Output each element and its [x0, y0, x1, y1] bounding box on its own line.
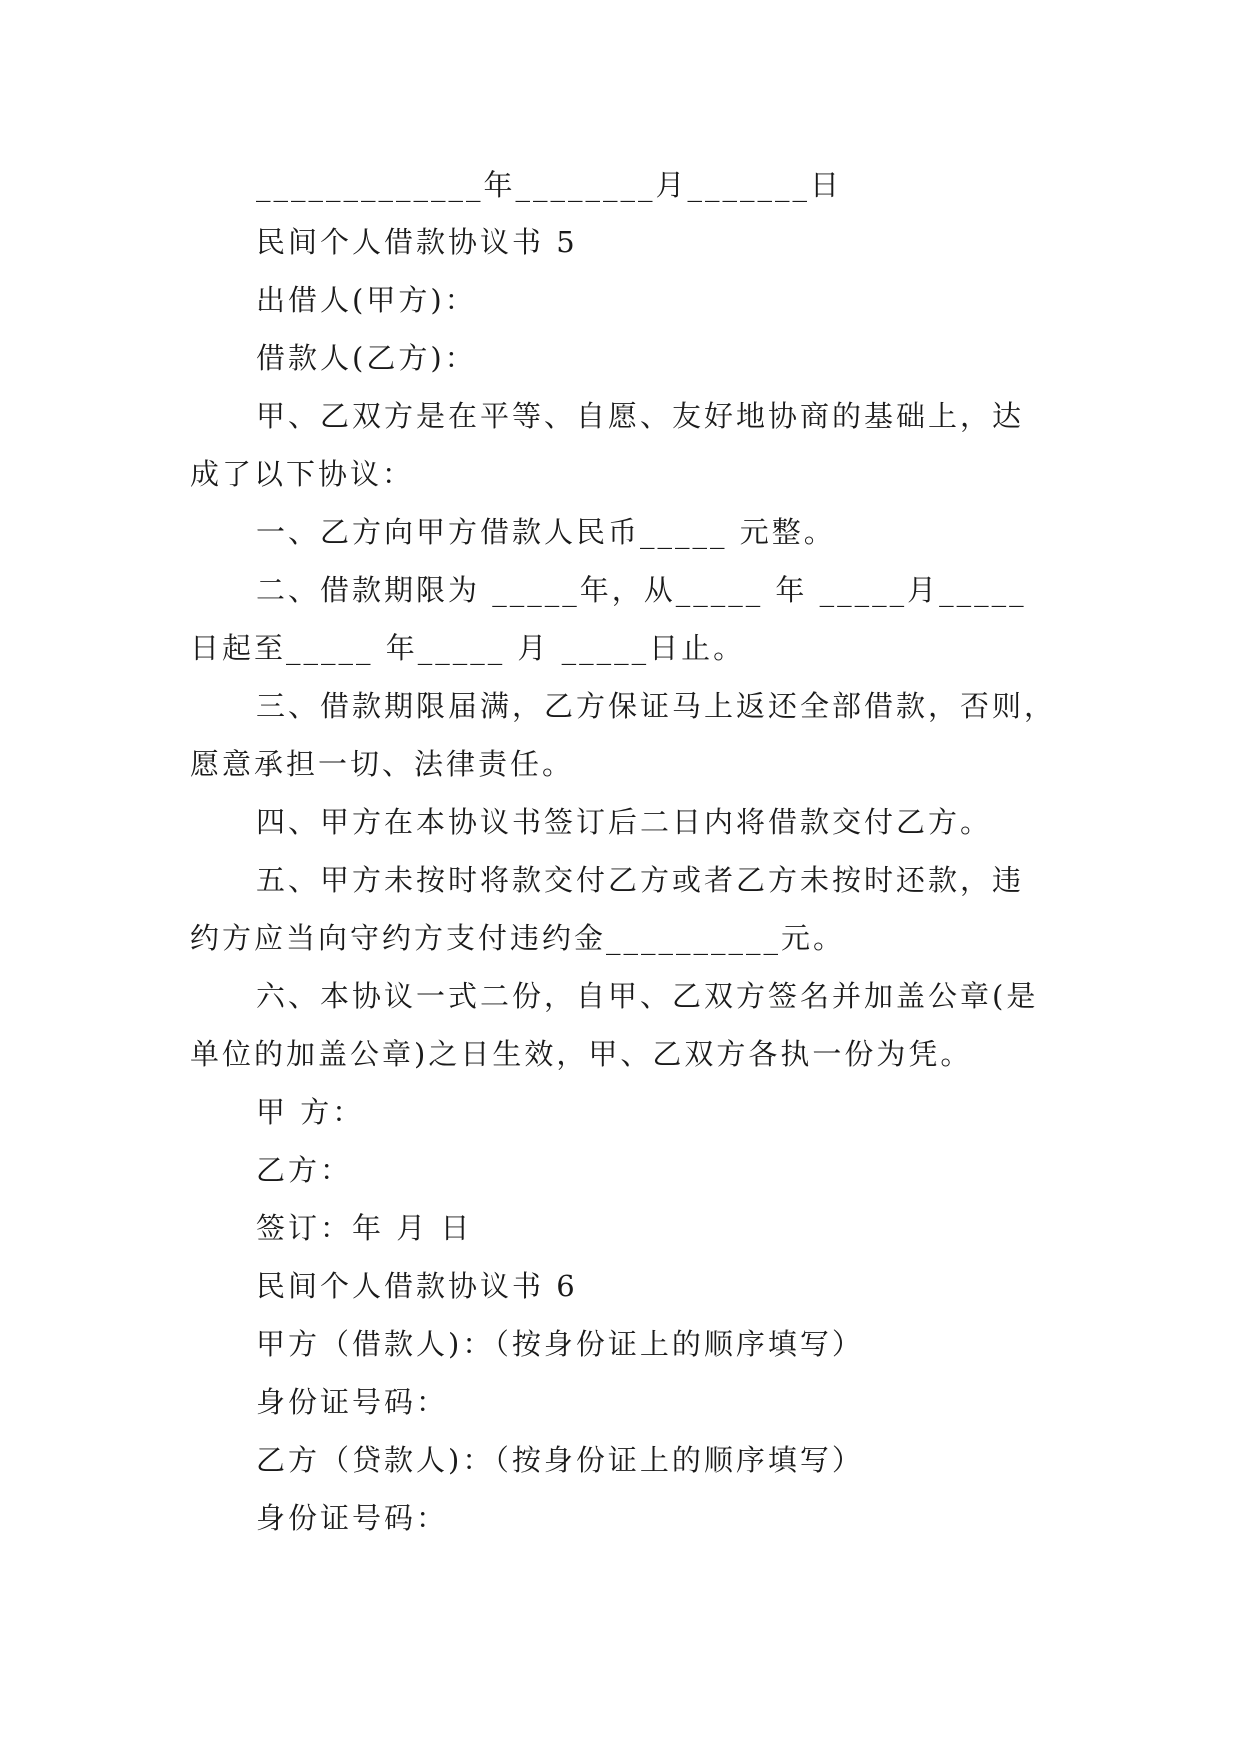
clause-3-line-2: 愿意承担一切、法律责任。	[190, 747, 575, 781]
party-a-id-number: 身份证号码：	[256, 1385, 449, 1419]
party-b-id-number: 身份证号码：	[256, 1501, 449, 1535]
clause-6-line-1: 六、本协议一式二份，自甲、乙双方签名并加盖公章(是	[256, 979, 1039, 1013]
party-a-borrower: 甲方（借款人)：（按身份证上的顺序填写）	[256, 1327, 864, 1361]
borrower-party-b: 借款人(乙方)：	[256, 341, 477, 375]
clause-2-line-2: 日起至_____ 年_____ 月 _____日止。	[190, 631, 746, 665]
signature-party-b: 乙方：	[256, 1153, 353, 1187]
signature-party-a: 甲 方：	[256, 1095, 365, 1129]
clause-5-line-1: 五、甲方未按时将款交付乙方或者乙方未按时还款，违	[256, 863, 1025, 897]
date-line: _____________年________月_______日	[256, 168, 843, 202]
clause-1: 一、乙方向甲方借款人民币_____ 元整。	[256, 515, 836, 549]
clause-4: 四、甲方在本协议书签订后二日内将借款交付乙方。	[256, 805, 993, 839]
clause-3-line-1: 三、借款期限届满，乙方保证马上返还全部借款，否则，	[256, 689, 1057, 723]
agreement-title-6: 民间个人借款协议书 6	[256, 1269, 578, 1303]
preamble-line-2: 成了以下协议：	[190, 457, 415, 491]
clause-5-line-2: 约方应当向守约方支付违约金__________元。	[190, 921, 846, 955]
signing-date: 签订：年 月 日	[256, 1211, 473, 1245]
lender-party-a: 出借人(甲方)：	[256, 283, 477, 317]
agreement-title-5: 民间个人借款协议书 5	[256, 225, 578, 259]
preamble-line-1: 甲、乙双方是在平等、自愿、友好地协商的基础上，达	[256, 399, 1025, 433]
party-b-lender: 乙方（贷款人)：（按身份证上的顺序填写）	[256, 1443, 864, 1477]
clause-2-line-1: 二、借款期限为 _____年，从_____ 年 _____月_____	[256, 573, 1027, 607]
clause-6-line-2: 单位的加盖公章)之日生效，甲、乙双方各执一份为凭。	[190, 1037, 973, 1071]
